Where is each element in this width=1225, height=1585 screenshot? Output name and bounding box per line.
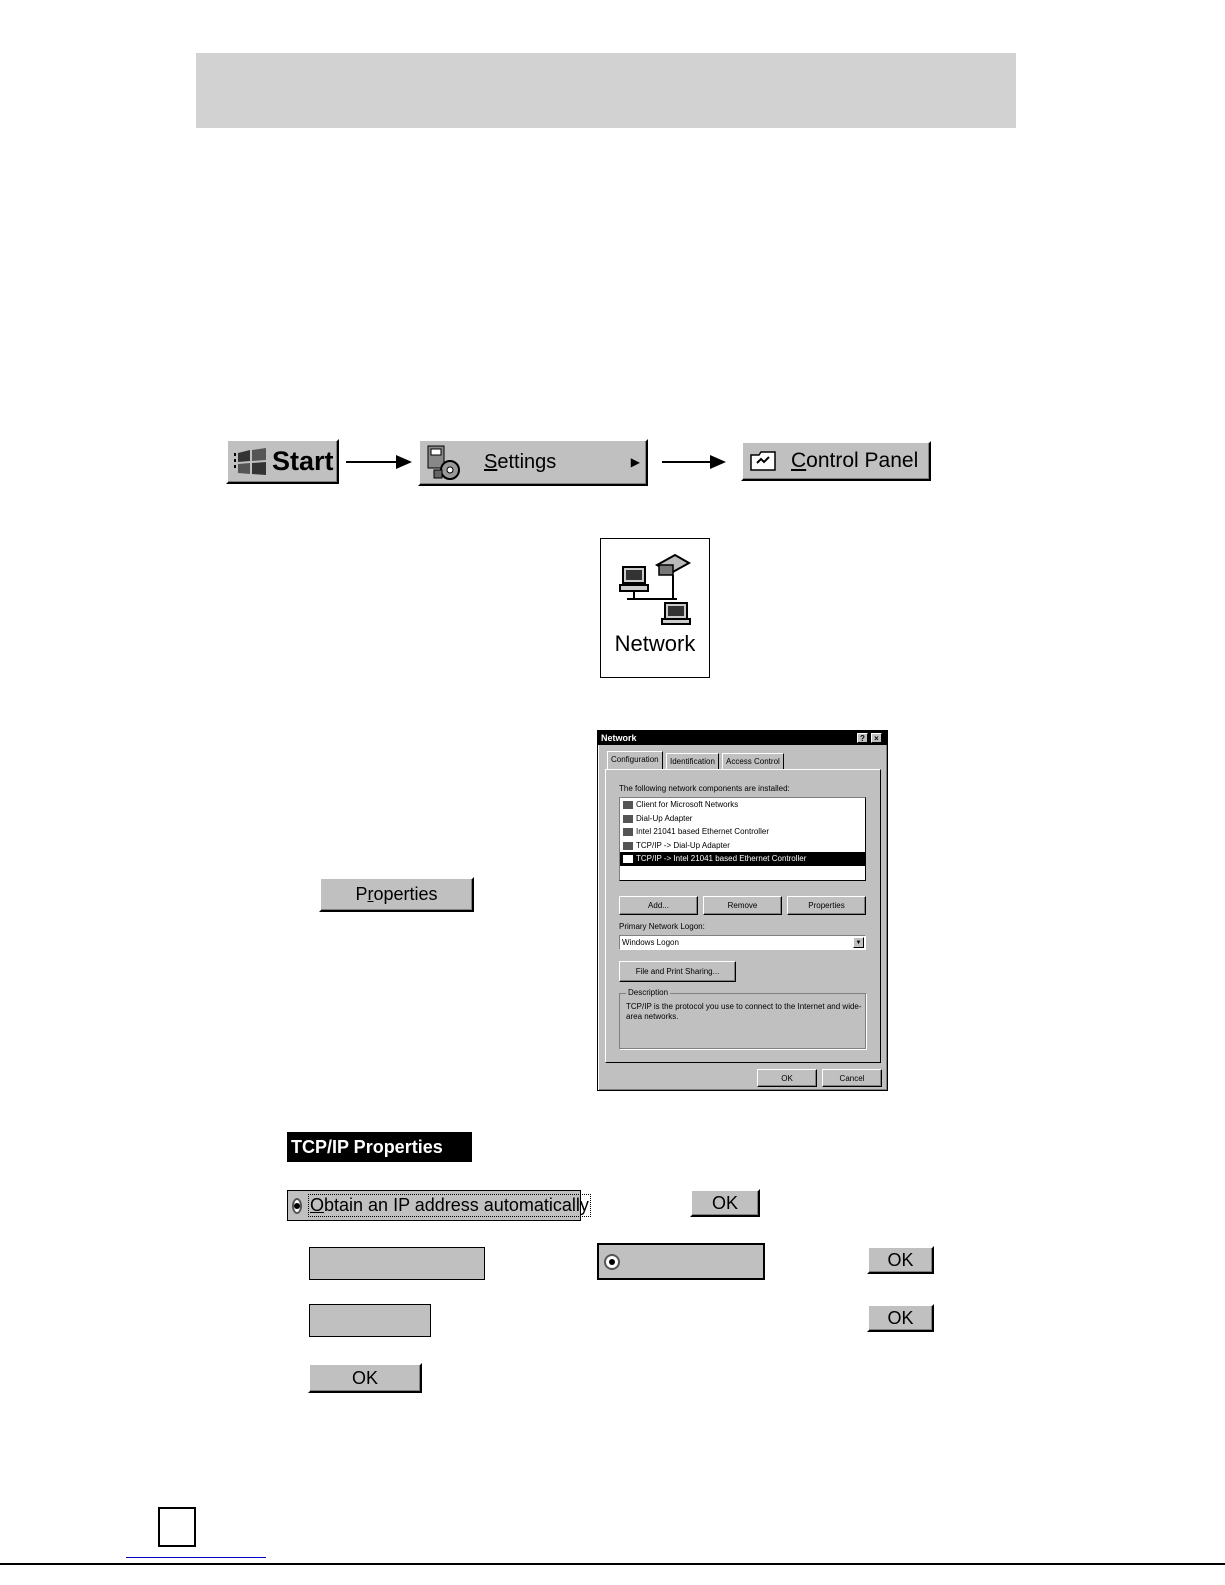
dialog-title: Network bbox=[601, 733, 637, 743]
protocol-icon bbox=[623, 855, 633, 863]
list-item-label: Client for Microsoft Networks bbox=[636, 800, 739, 809]
windows-logo-icon bbox=[234, 447, 270, 477]
list-item-label: Intel 21041 based Ethernet Controller bbox=[636, 827, 769, 837]
obtain-ip-option[interactable] bbox=[287, 1190, 589, 1221]
tab-configuration[interactable]: Configuration bbox=[607, 751, 663, 769]
adapter-icon bbox=[623, 828, 633, 836]
list-item-label: TCP/IP -> Dial-Up Adapter bbox=[636, 840, 730, 850]
settings-label: Settings bbox=[484, 451, 557, 473]
radio-selected-icon[interactable] bbox=[292, 1198, 302, 1214]
dialog-cancel-button[interactable]: Cancel bbox=[822, 1069, 882, 1087]
network-icon bbox=[617, 553, 697, 625]
properties-button-label: Properties bbox=[355, 884, 438, 904]
description-title: Description bbox=[628, 988, 669, 997]
ok-button-2[interactable]: OK bbox=[867, 1246, 934, 1274]
submenu-arrow-icon: ▶ bbox=[630, 455, 640, 469]
list-item-label: TCP/IP -> Intel 21041 based Ethernet Controller bbox=[636, 854, 807, 864]
blank-button-placeholder bbox=[309, 1247, 485, 1280]
primary-logon-value: Windows Logon bbox=[622, 938, 679, 947]
components-listbox[interactable] bbox=[619, 797, 866, 881]
control-panel-label: Control Panel bbox=[791, 449, 919, 472]
client-icon bbox=[623, 801, 633, 809]
page-number-box bbox=[158, 1507, 196, 1547]
adapter-icon bbox=[623, 815, 633, 823]
ok-button-1[interactable]: OK bbox=[690, 1189, 760, 1217]
tcpip-properties-title bbox=[287, 1132, 472, 1162]
radio-selected-icon[interactable] bbox=[604, 1254, 620, 1270]
list-item[interactable] bbox=[620, 825, 865, 839]
arrow-line-2 bbox=[662, 461, 712, 463]
properties-button[interactable] bbox=[319, 877, 474, 912]
protocol-icon bbox=[623, 842, 633, 850]
ok-button-4[interactable]: OK bbox=[308, 1363, 422, 1393]
network-icon-tile[interactable] bbox=[600, 538, 710, 678]
settings-icon bbox=[424, 444, 466, 482]
list-item[interactable] bbox=[620, 798, 865, 812]
primary-logon-label: Primary Network Logon: bbox=[619, 922, 705, 931]
list-item[interactable] bbox=[620, 812, 865, 826]
dialog-properties-button[interactable]: Properties bbox=[787, 896, 866, 915]
network-icon-label: Network bbox=[614, 631, 696, 656]
list-item-selected[interactable] bbox=[620, 852, 865, 866]
footer-rule bbox=[0, 1563, 1225, 1565]
tab-identification[interactable]: Identification bbox=[666, 753, 719, 769]
start-button[interactable] bbox=[226, 439, 339, 484]
arrow-head-2 bbox=[710, 455, 726, 469]
description-text: TCP/IP is the protocol you use to connect to the Internet and wide-area networks. bbox=[626, 1002, 862, 1021]
ok-button-3[interactable]: OK bbox=[867, 1304, 934, 1332]
tab-access-control[interactable]: Access Control bbox=[722, 753, 784, 769]
header-band bbox=[196, 53, 1016, 128]
control-panel-menu-item[interactable] bbox=[741, 441, 931, 481]
remove-button[interactable]: Remove bbox=[703, 896, 782, 915]
settings-menu-item[interactable] bbox=[418, 439, 648, 486]
control-panel-icon bbox=[749, 449, 777, 473]
start-label: Start bbox=[272, 446, 334, 476]
dropdown-arrow-icon[interactable]: ▼ bbox=[853, 937, 864, 948]
primary-logon-select[interactable] bbox=[619, 935, 866, 950]
add-button[interactable]: Add... bbox=[619, 896, 698, 915]
obtain-ip-label: Obtain an IP address automatically bbox=[310, 1195, 589, 1215]
tcpip-title-label: TCP/IP Properties bbox=[291, 1137, 443, 1157]
network-dialog bbox=[597, 730, 888, 1091]
close-button[interactable]: × bbox=[871, 733, 882, 743]
footer-link-underline bbox=[126, 1557, 266, 1558]
arrow-head-1 bbox=[396, 455, 412, 469]
dialog-ok-button[interactable]: OK bbox=[757, 1069, 817, 1087]
list-item-label: Dial-Up Adapter bbox=[636, 813, 693, 823]
file-print-sharing-button[interactable]: File and Print Sharing... bbox=[619, 961, 736, 982]
blank-radio-option[interactable] bbox=[597, 1243, 765, 1280]
description-group bbox=[619, 988, 866, 1049]
help-button[interactable]: ? bbox=[857, 733, 868, 743]
list-item[interactable] bbox=[620, 839, 865, 853]
dialog-titlebar bbox=[598, 731, 887, 745]
components-label: The following network components are installed: bbox=[619, 784, 790, 793]
blank-button-placeholder-2 bbox=[309, 1304, 431, 1337]
arrow-line-1 bbox=[346, 461, 396, 463]
